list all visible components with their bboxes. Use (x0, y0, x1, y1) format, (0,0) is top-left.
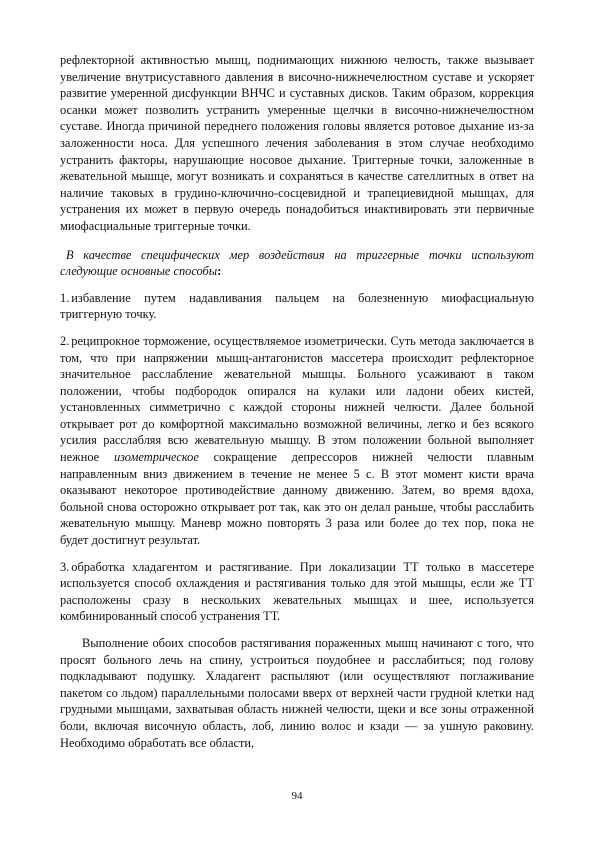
lead-text: В качестве специфических мер воздействия на триггерные точки используют следующие основные способы (60, 247, 534, 279)
list-item-2-text-part1: реципрокное торможение, осуществляемое изометрически. Суть метода заключается в том, что при напряжении мышц-антагонистов массетера происходит рефлекторное значительное расслабление жевательной мышцы. Больного усаживают в таком положении, чтобы подбородок опирался на кулаки или ладони обеих кистей, установленных симметрично с каждой стороны нижней челюсти. Далее больной открывает рот до комфортной максимально возможной величины, легко и без всякого усилия расслабляя всю жевательную мышцу. В этом положении больной выполняет нежное (60, 333, 534, 465)
list-item-2-italic-term: изометрическое (113, 450, 199, 465)
list-item-3 (60, 559, 534, 625)
list-item-2-number: 2. (60, 333, 70, 348)
intro-paragraph: рефлекторной активностью мышц, поднимающих нижнюю челюсть, также вызывает увеличение внутрисуставного давления в височно-нижнечелюстном суставе и ускоряет развитие умеренной дисфункции ВНЧС и суставных дисков. Таким образом, коррекция осанки может позволить устранить умеренные щелчки в височно-нижнечелюстном суставе. Иногда причиной переднего положения головы является ротовое дыхание из-за заложенности носа. Для успешного лечения заболевания в этом случае необходимо устранить факторы, нарушающие носовое дыхание. Триггерные точки, заложенные в жевательной мышце, могут возникать и сохраняться в качестве сателлитных в ответ на наличие таковых в грудино-ключично-сосцевидной и трапециевидной мышцах, для устранения их может в первую очередь понадобиться инактивировать эти первичные миофасциальные триггерные точки. (60, 53, 534, 233)
lead-colon: : (217, 264, 222, 279)
list-item-2-text-part2: сокращение депрессоров нижней челюсти плавным направленным вниз движением в течение не менее 5 с. В этот момент кисти врача оказывают некоторое противодействие данному движению. Затем, во время вдоха, больной снова осторожно открывает рот так, как это он делал раньше, чтобы расслабить жевательную мышцу. Маневр можно повторять 3 раза или более до тех пор, пока не будет достигнут результат. (60, 450, 534, 548)
list-item-3-text: обработка хладагентом и растягивание. При локализации ТТ только в массетере используется способ охлаждения и растягивания только для этой мышцы, если же ТТ расположены сразу в нескольких жевательных мышцах и шее, используется комбинированный способ устранения ТТ. (60, 559, 534, 624)
list-item-1-text: избавление путем надавливания пальцем на болезненную миофасциальную триггерную точку. (60, 290, 534, 322)
lead-paragraph (60, 247, 534, 280)
page-body (60, 52, 534, 751)
closing-paragraph: Выполнение обоих способов растягивания пораженных мышц начинают с того, что просят больного лечь на спину, устроиться поудобнее и расслабиться; под голову подкладывают подушку. Хладагент распыляют (или осуществляют поглаживание пакетом со льдом) параллельными полосами вверх от верхней части грудной клетки над грудными мышцами, захватывая область нижней челюсти, щеки и все зоны отраженной боли, включая височную область, лоб, линию волос и кзади — за ушную раковину. Необходимо обработать все области, (60, 636, 534, 750)
list-item-2 (60, 333, 534, 549)
list-item-1 (60, 290, 534, 323)
list-item-3-number: 3. (60, 559, 70, 574)
page-number: 94 (291, 790, 303, 802)
list-item-1-number: 1. (60, 290, 70, 305)
